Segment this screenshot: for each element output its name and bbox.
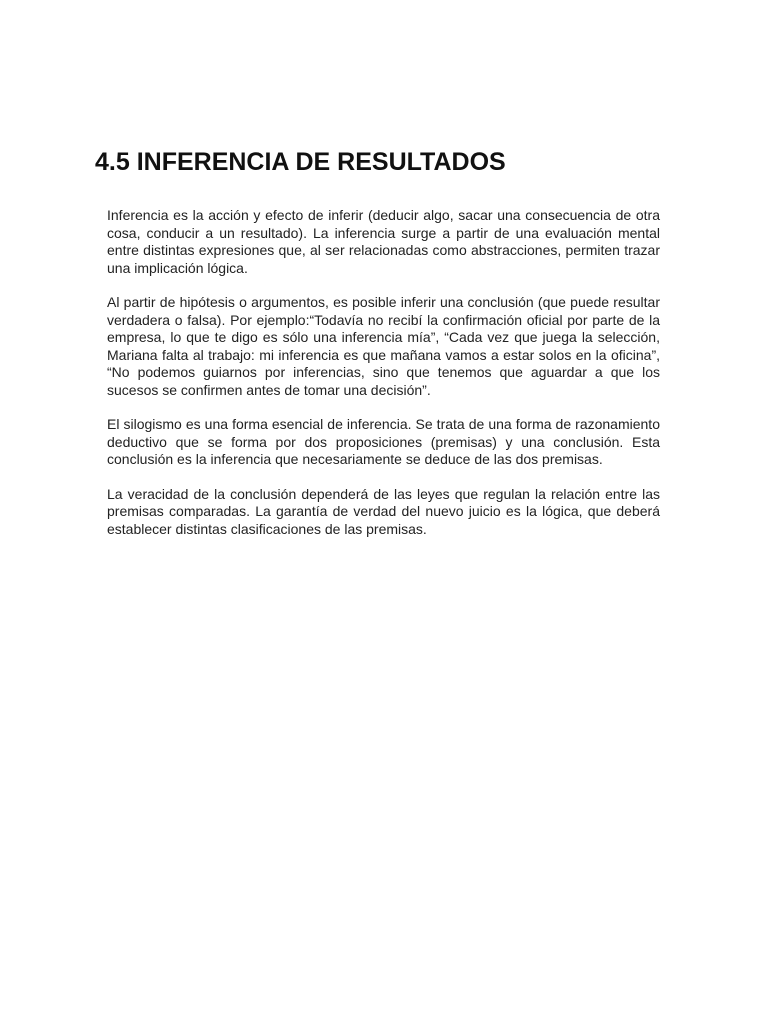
paragraph-veracidad: La veracidad de la conclusión dependerá de las leyes que regulan la relación entre las premisas comparadas. La garantía de verdad del nuevo juicio es la lógica, que deberá establecer distintas clasificaciones de las premisas. bbox=[107, 485, 660, 537]
paragraph-ejemplos: Al partir de hipótesis o argumentos, es posible inferir una conclusión (que puede resultar verdadera o falsa). Por ejemplo:“Todavía no recibí la confirmación oficial por parte de la empresa, lo que te digo es sólo una inferencia mía”, “Cada vez que juega la selección, Mariana falta al trabajo: mi inferencia es que mañana vamos a estar solos en la oficina”, “No podemos guiarnos por inferencias, sino que tenemos que aguardar a que los sucesos se confirmen antes de tomar una decisión”. bbox=[107, 294, 660, 398]
paragraph-silogismo: El silogismo es una forma esencial de inferencia. Se trata de una forma de razonamiento deductivo que se forma por dos proposiciones (premisas) y una conclusión. Esta conclusión es la inferencia que necesariamente se deduce de las dos premisas. bbox=[107, 416, 660, 467]
page-title: 4.5 INFERENCIA DE RESULTADOS bbox=[95, 148, 506, 176]
document-body bbox=[107, 207, 660, 555]
paragraph-inferencia-definicion: Inferencia es la acción y efecto de inferir (deducir algo, sacar una consecuencia de otra cosa, conducir a un resultado). La inferencia surge a partir de una evaluación mental entre distintas expresiones que, al ser relacionadas como abstracciones, permiten trazar una implicación lógica. bbox=[107, 207, 660, 276]
